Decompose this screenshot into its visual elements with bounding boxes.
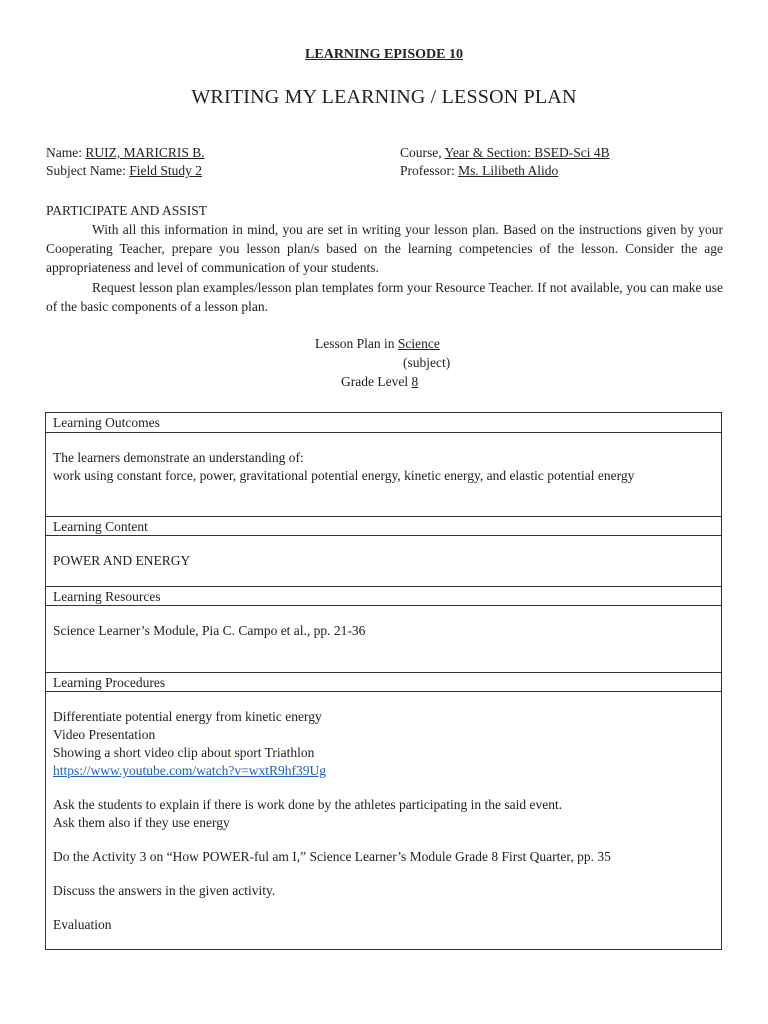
episode-heading: LEARNING EPISODE 10 bbox=[305, 47, 463, 62]
spacer bbox=[53, 832, 714, 848]
content-text: POWER AND ENERGY bbox=[53, 553, 191, 568]
spacer bbox=[53, 780, 714, 796]
procedure-line-2: Video Presentation bbox=[53, 727, 156, 742]
subject-label: Subject Name: bbox=[46, 163, 130, 178]
spacer bbox=[53, 900, 714, 916]
procedure-line-1: Differentiate potential energy from kinetic energy bbox=[53, 709, 322, 724]
procedure-line-3: Showing a short video clip about sport Triathlon bbox=[53, 745, 315, 760]
subject-line bbox=[46, 162, 202, 180]
video-link[interactable]: https://www.youtube.com/watch?v=wxtR9hf39Ug bbox=[53, 763, 326, 778]
name-value: RUIZ, MARICRIS B. bbox=[85, 145, 205, 160]
lesson-plan-prefix: Lesson Plan in bbox=[315, 336, 398, 351]
learning-outcomes-cell bbox=[46, 433, 721, 517]
outcomes-line-1: The learners demonstrate an understanding of: bbox=[53, 450, 304, 465]
procedure-line-6: Do the Activity 3 on “How POWER-ful am I,” Science Learner’s Module Grade 8 First Quarter, pp. 35 bbox=[53, 849, 611, 864]
instructions-paragraph-2: Request lesson plan examples/lesson plan templates form your Resource Teacher. If not available, you can make use of the basic components of a lesson plan. bbox=[46, 280, 723, 314]
resources-text: Science Learner’s Module, Pia C. Campo et al., pp. 21-36 bbox=[53, 623, 366, 638]
section-heading: PARTICIPATE AND ASSIST bbox=[46, 203, 207, 218]
procedure-line-4: Ask the students to explain if there is work done by the athletes participating in the said event. bbox=[53, 797, 563, 812]
course-value: Year & Section: BSED-Sci 4B bbox=[444, 145, 610, 160]
instructions-paragraph-1: With all this information in mind, you are set in writing your lesson plan. Based on the instructions given by your Cooperating Teacher, prepare you lesson plan/s based on the learning competencies of the lesson. Consider the age appropriateness and level of communication of your students. bbox=[46, 222, 723, 275]
procedure-line-7: Discuss the answers in the given activity. bbox=[53, 883, 276, 898]
professor-line bbox=[400, 162, 558, 180]
name-label: Name: bbox=[46, 145, 86, 160]
course-label: Course, bbox=[400, 145, 445, 160]
subject-value: Field Study 2 bbox=[129, 163, 202, 178]
learning-resources-header: Learning Resources bbox=[46, 587, 721, 606]
procedure-line-5: Ask them also if they use energy bbox=[53, 815, 230, 830]
grade-level-value: 8 bbox=[411, 374, 419, 389]
learning-procedures-cell bbox=[46, 692, 721, 949]
grade-level-prefix: Grade Level bbox=[341, 374, 412, 389]
document-title: WRITING MY LEARNING / LESSON PLAN bbox=[191, 86, 577, 108]
learning-content-header: Learning Content bbox=[46, 517, 721, 536]
spacer bbox=[53, 866, 714, 882]
professor-label: Professor: bbox=[400, 163, 459, 178]
subject-note: (subject) bbox=[403, 355, 451, 370]
grade-level-line bbox=[341, 374, 418, 390]
lesson-plan-subject: Science bbox=[397, 336, 440, 351]
lesson-plan-subject-line bbox=[315, 336, 440, 352]
lesson-plan-table bbox=[45, 412, 722, 950]
procedure-line-8: Evaluation bbox=[53, 917, 112, 932]
learning-outcomes-header: Learning Outcomes bbox=[46, 413, 721, 433]
outcomes-line-2: work using constant force, power, gravitational potential energy, kinetic energy, and elastic potential energy bbox=[53, 468, 635, 483]
name-line bbox=[46, 144, 205, 162]
professor-value: Ms. Lilibeth Alido bbox=[458, 163, 559, 178]
learning-procedures-header: Learning Procedures bbox=[46, 673, 721, 692]
learning-resources-cell bbox=[46, 606, 721, 673]
learning-content-cell bbox=[46, 536, 721, 587]
course-line bbox=[400, 144, 610, 162]
